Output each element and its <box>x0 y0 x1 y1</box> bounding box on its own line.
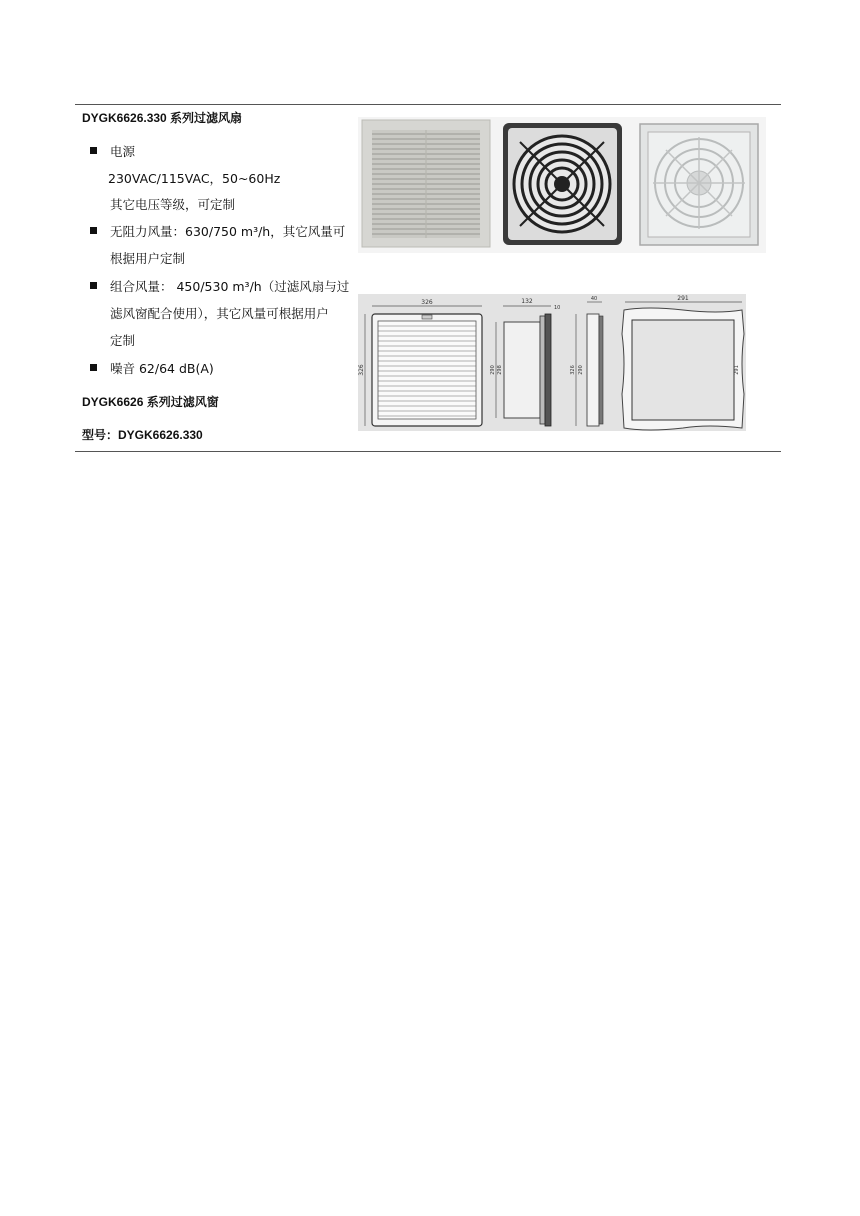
power-label: 电源 <box>110 144 136 159</box>
noise-spec: 噪音 62/64 dB(A) <box>110 361 214 376</box>
dim-depth-label: 132 <box>521 298 533 305</box>
fan-series-title: DYGK6626.330 系列过滤风扇 <box>82 111 243 125</box>
bullet-square-icon <box>90 147 97 154</box>
free-airflow-line1: 无阻力风量：630/750 m³/h，其它风量可 <box>110 224 346 239</box>
dim-small-label: 40 <box>590 296 598 302</box>
dim-cutout-height-label: 291 <box>734 365 740 375</box>
dim-width-label: 326 <box>421 299 433 306</box>
dim-cutout-label: 291 <box>677 295 689 302</box>
power-value: 230VAC/115VAC，50~60Hz <box>108 171 281 186</box>
top-rule <box>75 104 781 105</box>
cutout-view <box>622 295 746 430</box>
product-photos <box>358 117 766 253</box>
dim-height-label: 326 <box>358 364 365 376</box>
bullet-square-icon <box>90 282 97 289</box>
window-series-title: DYGK6626 系列过滤风窗 <box>82 395 219 409</box>
dim-inner2-label: 298 <box>497 365 503 375</box>
combined-airflow-line2: 滤风窗配合使用），其它风量可根据用户 <box>110 306 329 321</box>
bullet-square-icon <box>90 364 97 371</box>
side-view-fan <box>490 298 560 426</box>
free-airflow-line2: 根据用户定制 <box>110 251 186 266</box>
side-view-window <box>570 296 603 426</box>
bullet-square-icon <box>90 227 97 234</box>
power-note: 其它电压等级，可定制 <box>110 197 236 212</box>
front-view <box>358 299 482 426</box>
combined-airflow-line1: 组合风量： 450/530 m³/h（过滤风扇与过 <box>110 279 350 294</box>
model-label: 型号：DYGK6626.330 <box>82 428 203 442</box>
dimension-drawing <box>358 294 746 431</box>
bottom-rule <box>75 451 781 452</box>
louver-grille-image <box>362 120 490 247</box>
dim-small2-label: 10 <box>554 305 561 311</box>
dim-side-inner-label: 290 <box>578 365 584 375</box>
dim-side-height-label: 326 <box>570 365 576 375</box>
fan-image <box>503 123 622 245</box>
fan-back-image <box>640 124 758 245</box>
dim-inner1-label: 290 <box>490 365 496 375</box>
combined-airflow-line3: 定制 <box>110 333 136 348</box>
